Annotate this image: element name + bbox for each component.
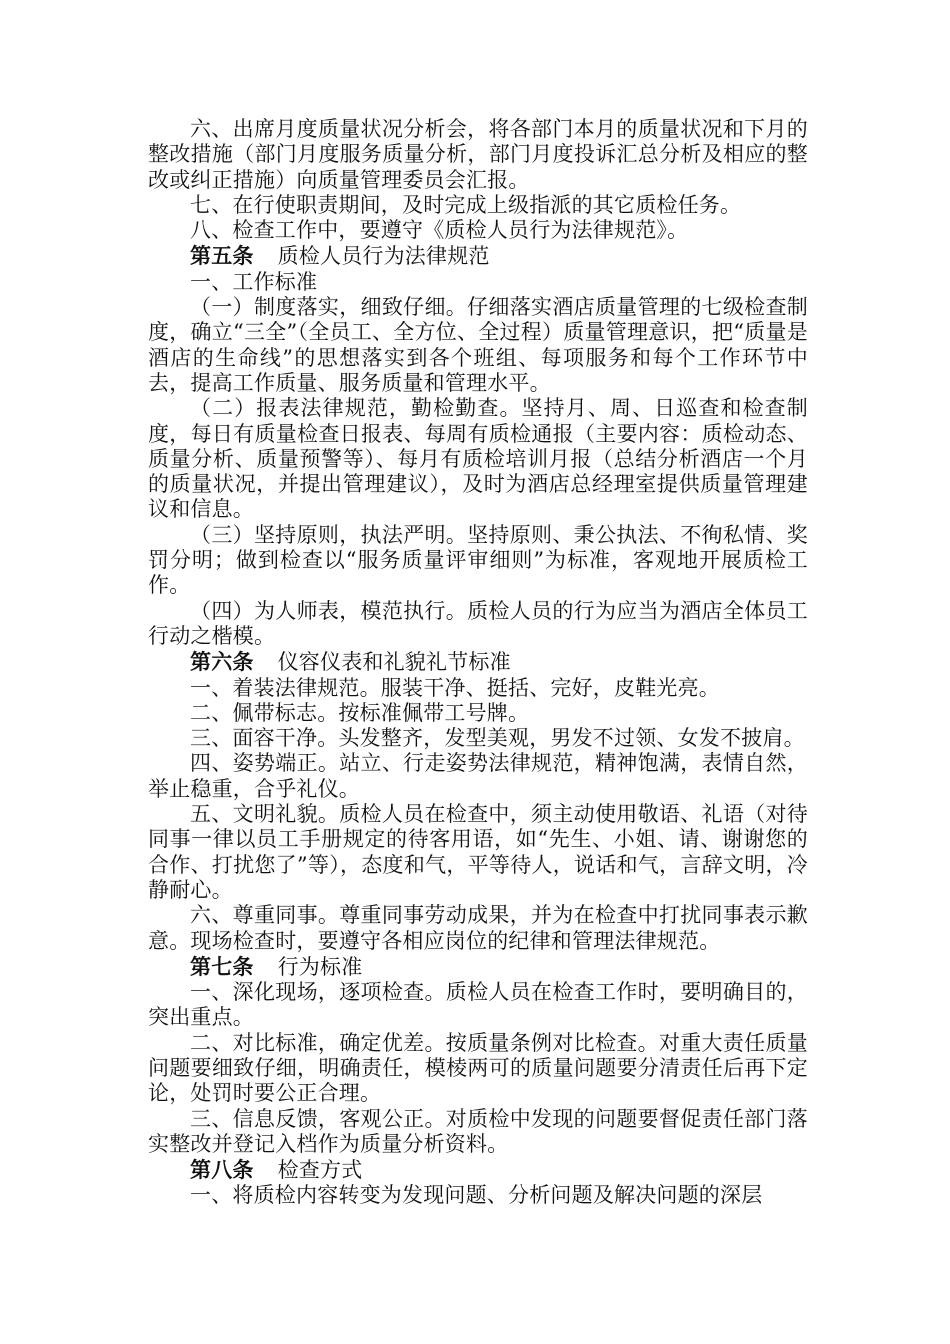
paragraph: 六、尊重同事。尊重同事劳动成果，并为在检查中打扰同事表示歉意。现场检查时，要遵守各相应岗位的纪律和管理法律规范。	[148, 903, 808, 953]
paragraph: （一）制度落实，细致仔细。仔细落实酒店质量管理的七级检查制度，确立“三全”（全员工、全方位、全过程）质量管理意识，把“质量是酒店的生命线”的思想落实到各个班组、每项服务和每个工作环节中去，提高工作质量、服务质量和管理水平。	[148, 295, 808, 395]
article-number: 第七条	[190, 953, 254, 979]
article-number: 第八条	[190, 1157, 254, 1183]
paragraph: （三）坚持原则，执法严明。坚持原则、秉公执法、不徇私情、奖罚分明；做到检查以“服务质量评审细则”为标准，客观地开展质检工作。	[148, 522, 808, 598]
paragraph: 三、面容干净。头发整齐，发型美观，男发不过领、女发不披肩。	[190, 726, 805, 751]
paragraph: 二、对比标准，确定优差。按质量条例对比检查。对重大责任质量问题要细致仔细，明确责任，模棱两可的质量问题要分清责任后再下定论，处罚时要公正合理。	[148, 1030, 808, 1106]
article-title: 检查方式	[277, 1158, 363, 1183]
paragraph: 一、着装法律规范。服装干净、挺括、完好，皮鞋光亮。	[190, 675, 720, 700]
paragraph: 五、文明礼貌。质检人员在检查中，须主动使用敬语、礼语（对待同事一律以员工手册规定的待客用语，如“先生、小姐、请、谢谢您的合作、打扰您了”等），态度和气，平等待人，说话和气，言辞文明，冷静耐心。	[148, 802, 808, 902]
article-heading	[148, 649, 808, 675]
paragraph: 一、深化现场，逐项检查。质检人员在检查工作时，要明确目的，突出重点。	[148, 980, 808, 1030]
paragraph: 一、工作标准	[190, 269, 318, 294]
paragraph: （二）报表法律规范，勤检勤查。坚持月、周、日巡查和检查制度，每日有质量检查日报表、每周有质检通报（主要内容：质检动态、质量分析、质量预警等）、每月有质检培训月报（总结分析酒店一个月的质量状况，并提出管理建议），及时为酒店总经理室提供质量管理建议和信息。	[148, 396, 808, 522]
paragraph: 八、检查工作中，要遵守《质检人员行为法律规范》。	[190, 218, 689, 243]
article-title: 质检人员行为法律规范	[277, 244, 490, 269]
article-heading	[148, 243, 808, 269]
article-title: 行为标准	[277, 954, 363, 979]
paragraph: 六、出席月度质量状况分析会，将各部门本月的质量状况和下月的整改措施（部门月度服务质量分析，部门月度投诉汇总分析及相应的整改或纠正措施）向质量管理委员会汇报。	[148, 117, 808, 192]
article-heading	[148, 954, 808, 980]
paragraph: 一、将质检内容转变为发现问题、分析问题及解决问题的深层	[190, 1183, 763, 1208]
article-number: 第五条	[190, 243, 254, 269]
paragraph: 三、信息反馈，客观公正。对质检中发现的问题要督促责任部门落实整改并登记入档作为质量分析资料。	[148, 1106, 808, 1156]
document-body	[148, 117, 808, 1209]
article-number: 第六条	[190, 649, 254, 675]
paragraph: 四、姿势端正。站立、行走姿势法律规范，精神饱满，表情自然，举止稳重，合乎礼仪。	[148, 751, 808, 801]
article-heading	[148, 1157, 808, 1183]
paragraph: 七、在行使职责期间，及时完成上级指派的其它质检任务。	[190, 192, 742, 217]
paragraph: （四）为人师表，模范执行。质检人员的行为应当为酒店全体员工行动之楷模。	[148, 598, 808, 648]
article-title: 仪容仪表和礼貌礼节标准	[277, 650, 511, 675]
paragraph: 二、佩带标志。按标准佩带工号牌。	[190, 700, 530, 725]
